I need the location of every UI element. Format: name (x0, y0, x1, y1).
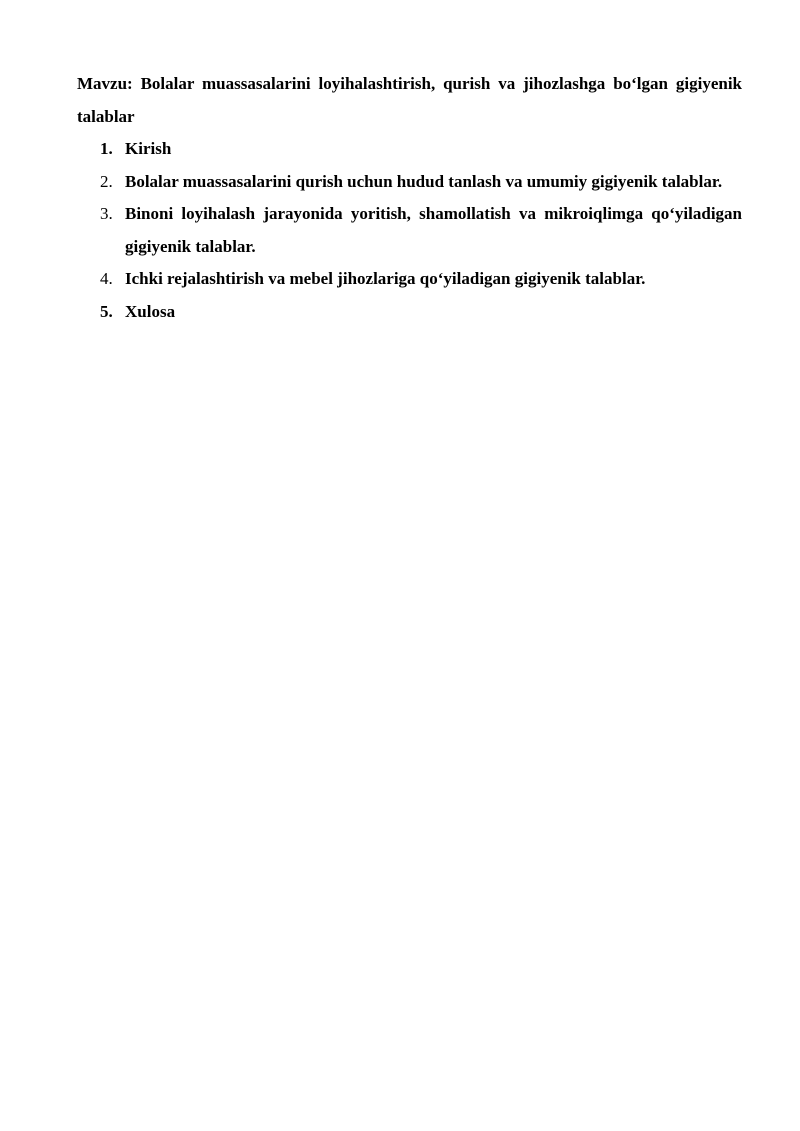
list-item (77, 133, 742, 166)
list-item-text: Ichki rejalashtirish va mebel jihozlariga qo‘yiladigan gigiyenik talablar. (125, 269, 646, 288)
list-item-number: 3. (100, 204, 113, 223)
document-content (77, 68, 742, 328)
list-item (77, 166, 742, 199)
list-item-text: Bolalar muassasalarini qurish uchun hudud tanlash va umumiy gigiyenik talablar. (125, 171, 723, 191)
list-item-text: Xulosa (125, 301, 176, 321)
document-title: Mavzu: Bolalar muassasalarini loyihalashtirish, qurish va jihozlashga bo‘lgan gigiyenik talablar (77, 74, 742, 126)
list-item (77, 263, 742, 296)
list-item-number: 1. (100, 139, 113, 158)
list-item (77, 198, 742, 263)
list-item (77, 296, 742, 329)
list-item-text: Binoni loyihalash jarayonida yoritish, shamollatish va mikroiqlimga qo‘yiladigan gigiyenik talablar. (125, 204, 742, 256)
list-item-number: 5. (100, 301, 113, 321)
table-of-contents (77, 133, 742, 328)
list-item-number: 4. (100, 269, 113, 288)
list-item-number: 2. (100, 171, 113, 191)
list-item-text: Kirish (125, 139, 172, 158)
